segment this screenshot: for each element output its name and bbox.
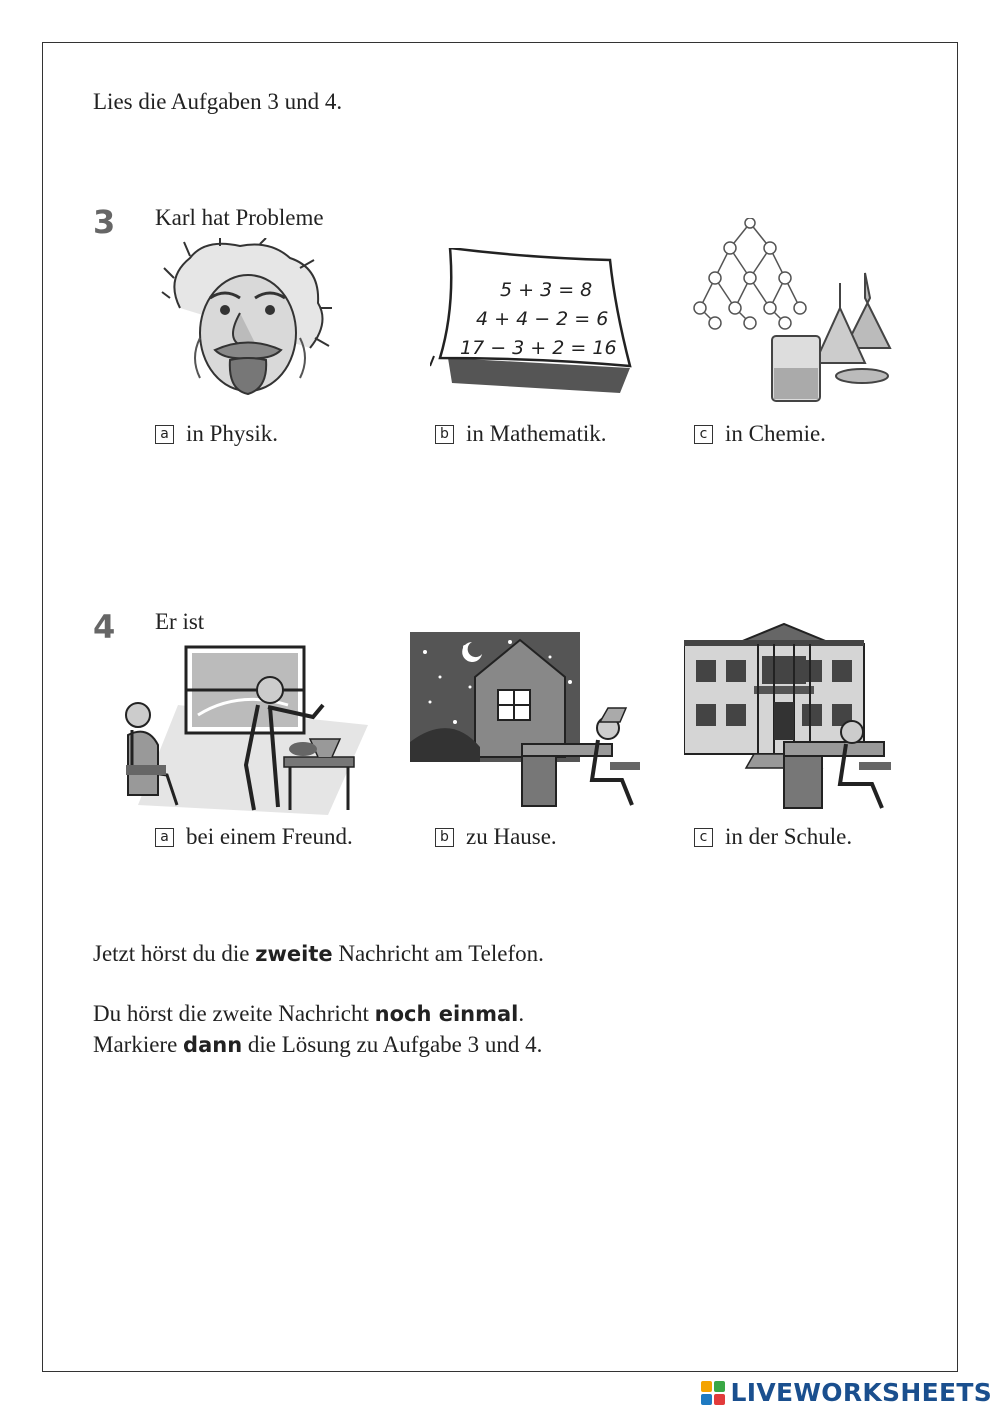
task-4-option-c[interactable] [694,824,852,850]
school-building-desk-image [684,622,906,812]
instructions-intro: Lies die Aufgaben 3 und 4. [93,89,343,114]
option-b-checkbox[interactable]: b [435,425,454,444]
instruction-line-1: Jetzt hörst du die zweite Nachricht am Telefon. [93,941,544,966]
task-4-number: 4 [93,608,116,646]
task-3-option-b[interactable] [435,421,607,447]
task-4-option-b[interactable] [435,824,557,850]
option-a-checkbox[interactable]: a [155,828,174,847]
option-a-label: bei einem Freund. [186,824,353,849]
einstein-portrait-image [160,238,335,403]
instruction-line-3: Markiere dann die Lösung zu Aufgabe 3 und 4. [93,1032,543,1057]
task-4-option-a[interactable] [155,824,353,850]
option-b-label: zu Hause. [466,824,557,849]
math-line-1: 5 + 3 = 8 [500,279,593,301]
task-3-option-c[interactable] [694,421,826,447]
chemistry-lab-image [690,218,905,403]
math-sheet-image [430,248,635,398]
liveworksheets-brand-text: LIVEWORKSHEETS [730,1378,992,1407]
option-b-checkbox[interactable]: b [435,828,454,847]
option-a-checkbox[interactable]: a [155,425,174,444]
task-3-number: 3 [93,203,116,241]
liveworksheets-logo-icon [701,1381,725,1405]
option-a-label: in Physik. [186,421,279,446]
house-night-desk-image [410,632,642,810]
math-line-2: 4 + 4 − 2 = 6 [476,308,609,330]
task-3-prompt: Karl hat Probleme [155,205,324,230]
instruction-line-2: Du hörst die zweite Nachricht noch einmal. [93,1001,525,1026]
option-c-label: in Chemie. [725,421,826,446]
task-4-prompt: Er ist [155,609,205,634]
math-line-3: 17 − 3 + 2 = 16 [460,337,617,359]
living-room-friends-image [118,645,376,815]
option-c-label: in der Schule. [725,824,853,849]
option-c-checkbox[interactable]: c [694,828,713,847]
task-3-option-a[interactable] [155,421,278,447]
liveworksheets-logo [701,1378,992,1407]
option-c-checkbox[interactable]: c [694,425,713,444]
option-b-label: in Mathematik. [466,421,607,446]
